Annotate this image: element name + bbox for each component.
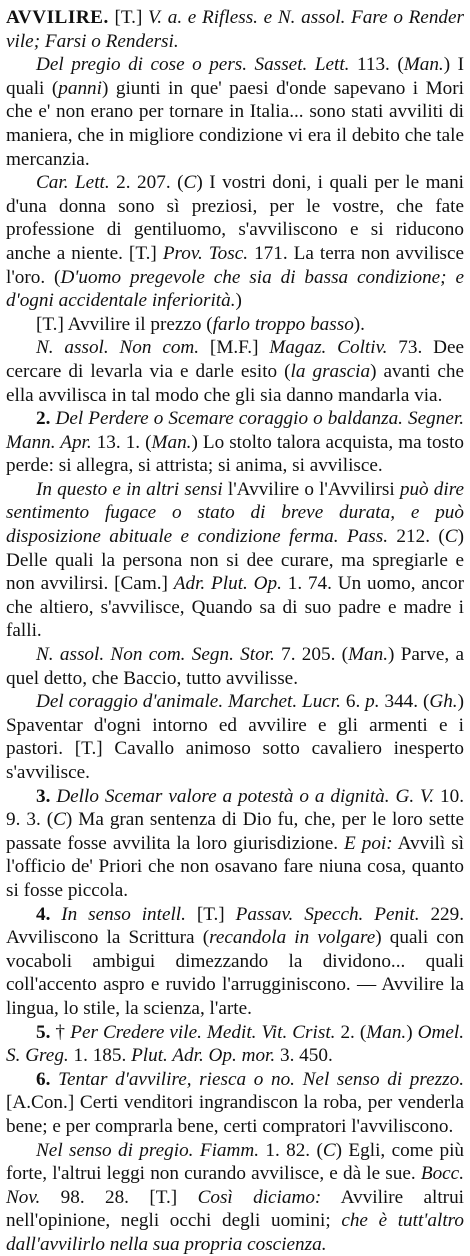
italic-text: p. [365,691,379,712]
text-run: ) [236,290,242,311]
italic-text: Adr. Plut. Op. [174,573,282,594]
text-run: 98. 28. [T.] [40,1187,197,1208]
text-run: 2. ( [335,1022,366,1043]
entry-sense-paragraph [6,171,464,313]
entry-sense-paragraph [6,1139,464,1256]
entry-sense-paragraph [6,690,464,784]
italic-text: C [323,1140,336,1161]
italic-text: Man. [366,1022,406,1043]
text-run: Avvilire altrui nell'opinione, negli occhi degli uomini; [6,1187,464,1232]
entry-sense-paragraph [6,53,464,171]
italic-text: In senso intell. [61,904,186,925]
italic-text: N. assol. Non com. [36,337,199,358]
text-run: 1. 82. ( [259,1140,323,1161]
text-run: ) Delle quali la persona non si dee curare, ma spregiarle e non avvilirsi. [Cam.] [6,526,464,594]
text-run: ) Parve, a quel detto, che Baccio, tutto avvilisse. [6,644,464,689]
text-run: ) giunti in que' paesi d'onde sapevano i Mori che e' non erano per tornare in Italia... sono stati avviliti di maniera, che in migliore condizione vi era il debito che tale mercanzia. [6,78,464,170]
sense-number: 3. [36,786,50,807]
headword: AVVILIRE. [6,7,109,28]
text-run: 13. 1. ( [92,432,152,453]
italic-text: Gh. [429,691,457,712]
italic-text: C [184,172,197,193]
text-run: Avvilì sì l'officio de' Priori che non osavano fare niuna cosa, quanto si fosse piccola. [6,833,464,901]
italic-text: può dire sentimento fugace o stato di breve durata, e può disposizione abituale e condizione ferma. Pass. [6,479,464,547]
text-run: ) I quali ( [6,54,464,99]
italic-text: panni [58,78,102,99]
italic-text: N. assol. Non com. Segn. Stor. [36,644,275,665]
text-run: ) [406,1022,417,1043]
text-run: 212. ( [388,526,445,547]
text-run: [A.Con.] Certi venditori ingrandiscon la roba, per venderla bene; e per comprarla bene, certi compratori l'avviliscono. [6,1092,464,1137]
text-run: 73. Dee cercare di levarla via e darle esito ( [6,337,464,382]
italic-text: Man. [404,54,444,75]
italic-text: Man. [152,432,192,453]
text-run: [T.] Avvilire il prezzo ( [36,314,213,335]
text-run [50,1069,58,1090]
italic-text: Bocc. Nov. [6,1163,464,1208]
text-run: 171. La terra non avvilisce l'oro. ( [6,243,464,288]
text-run: ). [354,314,365,335]
text-run: 10. 9. 3. ( [6,786,464,831]
text-run: 2. 207. ( [110,172,184,193]
text-run: ) Ma gran sentenza di Dio fu, che, per le loro sette passate fosse avvilita la loro giurisdizione. [6,809,464,854]
entry-sense-paragraph [6,478,464,643]
italic-text: Del coraggio d'animale. Marchet. Lucr. [36,691,341,712]
text-run: ) quali con vocaboli ambigui dimezzando la dividono... quali coll'accento aspro e ruvido l'arrugginiscono. — Avvilire la lingua, lo stile, la scienza, l'arte. [6,927,464,1019]
entry-sense-paragraph [6,1021,464,1068]
entry-sense-paragraph [6,785,464,903]
text-run: 1. 74. Un uomo, ancor che altiero, s'avvilisce, Quando sa di suo padre e madre i falli. [6,573,464,641]
text-run: 229. Avviliscono la Scrittura ( [6,904,464,949]
italic-text: Man. [348,644,388,665]
text-run: ) I vostri doni, i quali per le mani d'una donna sono sì preziosi, per le vostre, che fate professione di gentiluomo, s'avviliscono e si riducono anche a niente. [T.] [6,172,464,264]
italic-text: Magaz. Coltiv. [269,337,387,358]
text-run: 344. ( [380,691,430,712]
italic-text: D'uomo pregevole che sia di bassa condizione; e d'ogni accidentale inferiorità. [6,267,464,312]
italic-text: Del Perdere o Scemare coraggio o baldanza. Segner. Mann. Apr. [6,408,464,453]
entry-sense-paragraph [6,313,464,337]
italic-text: Car. Lett. [36,172,110,193]
italic-text: E poi: [344,833,393,854]
italic-text: la grascia [291,361,371,382]
entry-definition [6,6,464,53]
italic-text: Così diciamo: [198,1187,322,1208]
italic-text: Tentar d'avvilire, riesca o no. Nel senso di prezzo. [58,1069,464,1090]
sense-number: 4. [36,904,50,925]
italic-text: Passav. Specch. Penit. [236,904,420,925]
italic-text: farlo troppo basso [213,314,354,335]
text-run: 3. 450. [275,1045,333,1066]
italic-text: Plut. Adr. Op. mor. [131,1045,275,1066]
italic-text: V. a. e Rifless. e N. assol. Fare o Render vile; Farsi o Rendersi. [6,7,464,52]
entry-sense-paragraph [6,643,464,690]
italic-text: Del pregio di cose o pers. Sasset. Lett. [36,54,349,75]
sense-number: 2. [36,408,50,429]
text-run: ) Lo stolto talora acquista, ma tosto perde: si allegra, si attrista; si anima, si avvilisce. [6,432,464,477]
text-run: [M.F.] [199,337,269,358]
sense-number: 6. [36,1069,50,1090]
italic-text: Prov. Tosc. [163,243,248,264]
text-run: 113. ( [349,54,403,75]
italic-text: che è tutt'altro dall'avvilirlo nella sua propria coscienza. [6,1210,464,1255]
italic-text: C [53,809,66,830]
text-run: 7. 205. ( [275,644,348,665]
italic-text: C [445,526,458,547]
italic-text: Dello Scemar valore a potestà o a dignità. G. V. [56,786,434,807]
text-run: 6. [341,691,365,712]
italic-text: Nel senso di pregio. Fiamm. [36,1140,259,1161]
text-run: [T.] [109,7,148,28]
text-run: 1. 185. [69,1045,131,1066]
text-run [50,904,61,925]
dictionary-entry [6,6,464,1256]
text-run: ) Egli, come più forte, l'altrui leggi non curando avvilisce, e dà le sue. [6,1140,464,1185]
text-run: ) Spaventar d'ogni intorno ed avvilire e gli armenti e i pastori. [T.] Cavallo animoso sotto cavaliero inesperto s'avvilisce. [6,691,464,783]
italic-text: In questo e in altri sensi [36,479,223,500]
italic-text: Per Credere vile. Medit. Vit. Crist. [70,1022,335,1043]
italic-text: recandola in volgare [209,927,375,948]
entry-sense-paragraph [6,1068,464,1139]
entry-sense-paragraph [6,903,464,1021]
text-run: † [50,1022,70,1043]
text-run: [T.] [186,904,236,925]
sense-number: 5. [36,1022,50,1043]
italic-text: Omel. S. Greg. [6,1022,464,1067]
entry-sense-paragraph [6,336,464,407]
text-run: ) avanti che ella avvilisca in tal modo che gli sia danno mandarla via. [6,361,464,406]
text-run: l'Avvilire o l'Avvilirsi [223,479,400,500]
entry-sense-paragraph [6,407,464,478]
